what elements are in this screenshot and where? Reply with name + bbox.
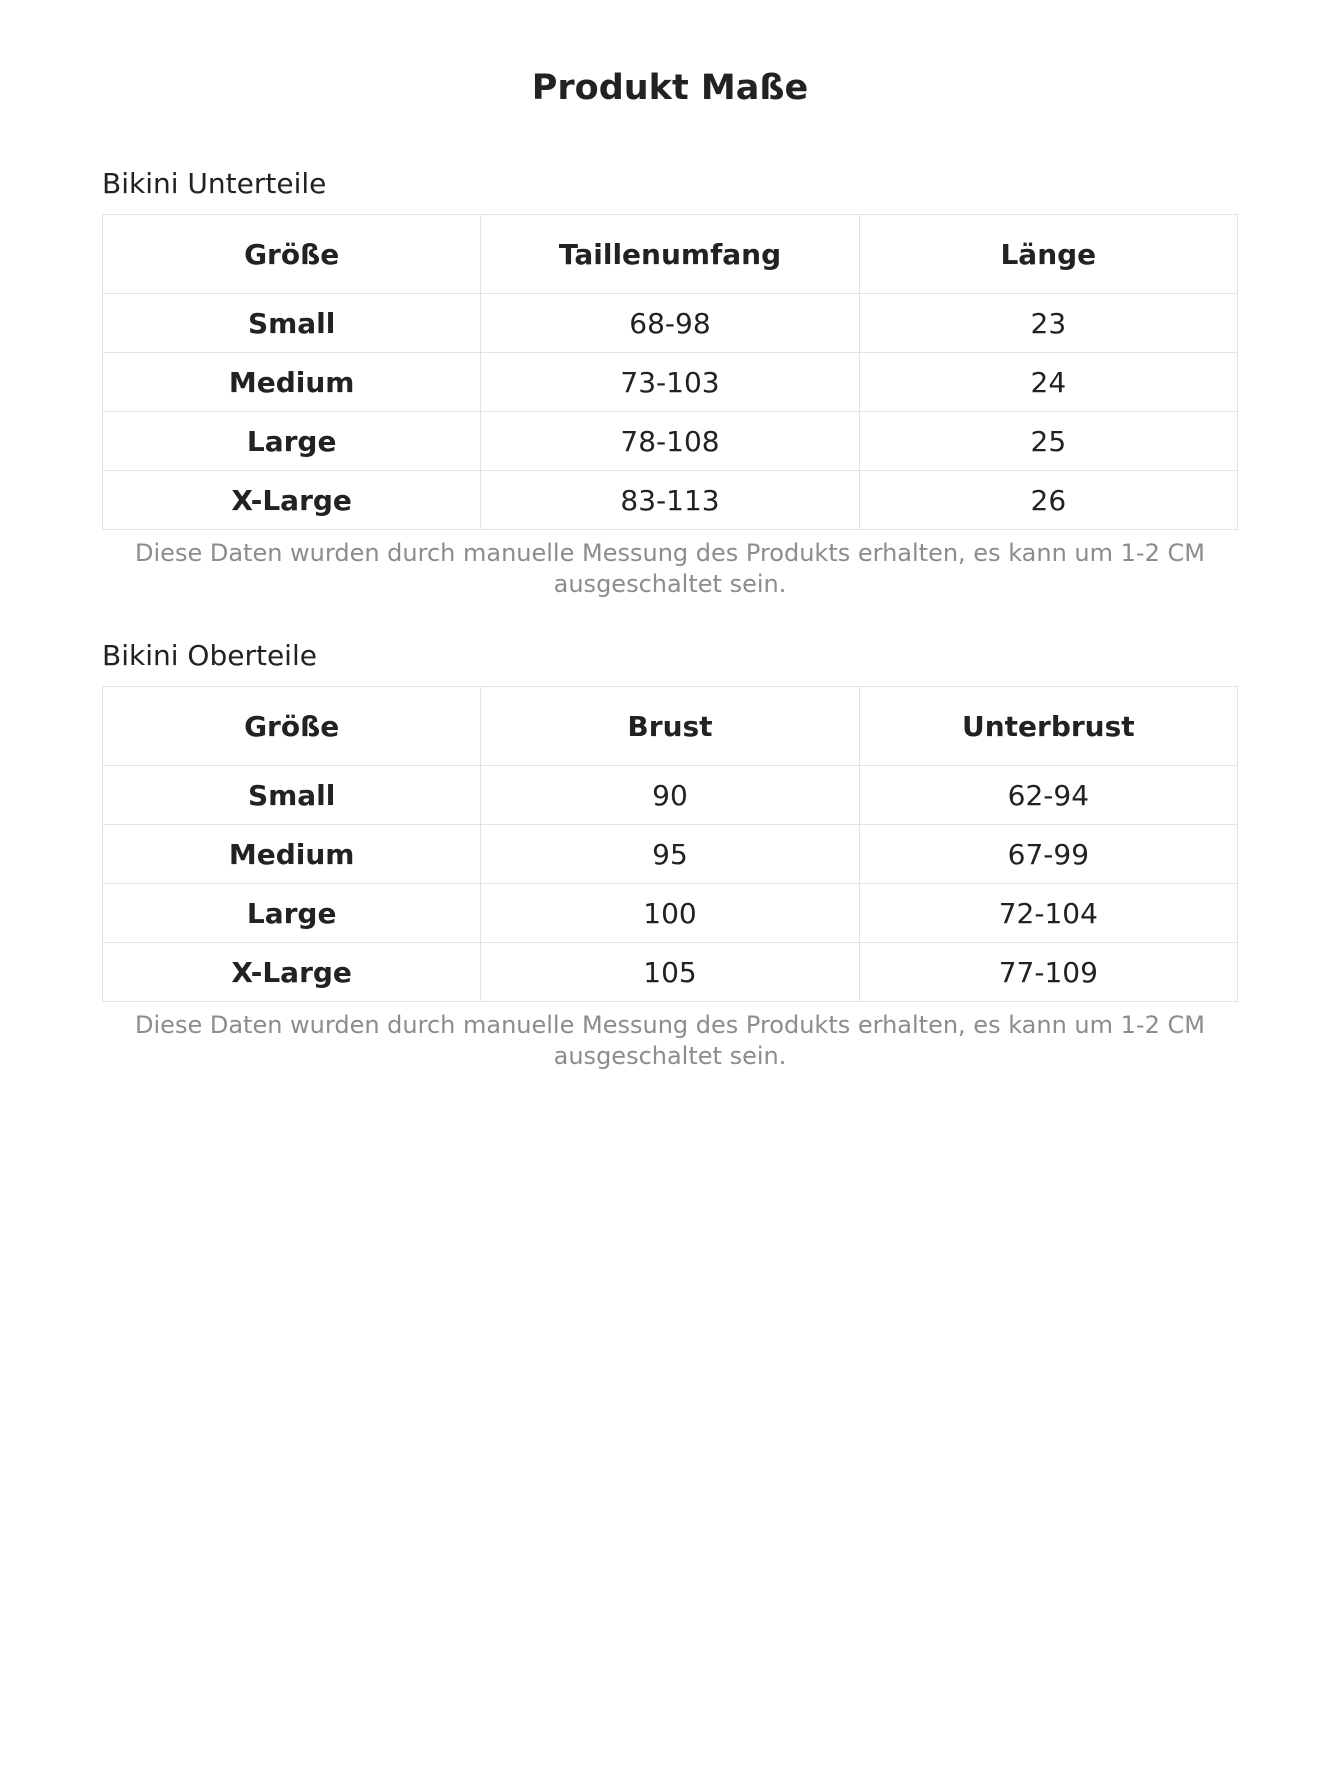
table-row [103, 294, 1238, 353]
size-cell: Small [103, 766, 481, 825]
table-header-row [103, 215, 1238, 294]
table-row [103, 884, 1238, 943]
bust-cell: 105 [481, 943, 859, 1002]
table-row [103, 471, 1238, 530]
table-header-row [103, 687, 1238, 766]
size-cell: X-Large [103, 471, 481, 530]
bikini-unterteile-size-table [102, 214, 1238, 530]
underbust-cell: 62-94 [859, 766, 1237, 825]
table-row [103, 412, 1238, 471]
section-heading: Bikini Oberteile [102, 639, 317, 672]
length-cell: 26 [859, 471, 1237, 530]
underbust-cell: 72-104 [859, 884, 1237, 943]
column-header-underbust: Unterbrust [859, 687, 1237, 766]
size-cell: Large [103, 412, 481, 471]
column-header-length: Länge [859, 215, 1237, 294]
table-row [103, 766, 1238, 825]
page-title: Produkt Maße [531, 68, 809, 108]
bikini-oberteile-section [102, 638, 1238, 1072]
bust-cell: 100 [481, 884, 859, 943]
size-cell: Small [103, 294, 481, 353]
bust-cell: 90 [481, 766, 859, 825]
underbust-cell: 67-99 [859, 825, 1237, 884]
size-cell: Large [103, 884, 481, 943]
table-row [103, 825, 1238, 884]
section-heading: Bikini Unterteile [102, 167, 327, 200]
length-cell: 23 [859, 294, 1237, 353]
length-cell: 25 [859, 412, 1237, 471]
column-header-size: Größe [103, 687, 481, 766]
size-cell: Medium [103, 825, 481, 884]
bikini-unterteile-section [102, 166, 1238, 600]
waist-cell: 83-113 [481, 471, 859, 530]
size-cell: Medium [103, 353, 481, 412]
waist-cell: 78-108 [481, 412, 859, 471]
table-row [103, 943, 1238, 1002]
table-row [103, 353, 1238, 412]
size-cell: X-Large [103, 943, 481, 1002]
column-header-size: Größe [103, 215, 481, 294]
waist-cell: 73-103 [481, 353, 859, 412]
measurement-note: Diese Daten wurden durch manuelle Messung des Produkts erhalten, es kann um 1-2 CM ausgeschaltet sein. [135, 1011, 1205, 1070]
bikini-oberteile-size-table [102, 686, 1238, 1002]
column-header-waist: Taillenumfang [481, 215, 859, 294]
measurement-note: Diese Daten wurden durch manuelle Messung des Produkts erhalten, es kann um 1-2 CM ausgeschaltet sein. [135, 539, 1205, 598]
bust-cell: 95 [481, 825, 859, 884]
length-cell: 24 [859, 353, 1237, 412]
column-header-bust: Brust [481, 687, 859, 766]
waist-cell: 68-98 [481, 294, 859, 353]
underbust-cell: 77-109 [859, 943, 1237, 1002]
